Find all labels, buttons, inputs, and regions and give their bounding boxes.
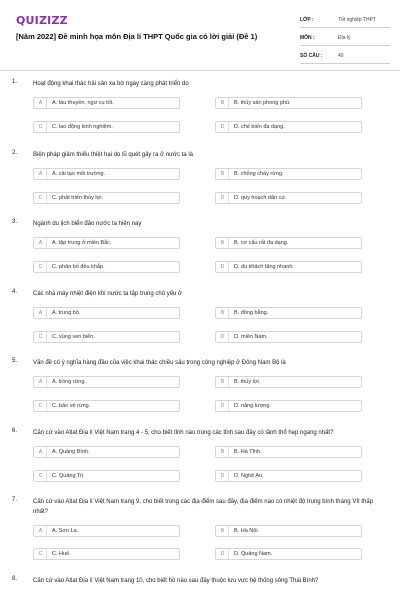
option-text: C. phát triển thủy lợi. — [52, 195, 103, 201]
option-c[interactable] — [33, 470, 180, 482]
option-c[interactable] — [33, 548, 180, 560]
question-number: 5. — [12, 358, 18, 364]
option-text: D. quy hoạch dân cư. — [234, 195, 287, 201]
option-d[interactable] — [215, 121, 362, 133]
meta-value: Tốt nghiệp THPT — [338, 17, 376, 23]
option-text: A. trồng rừng. — [52, 379, 86, 385]
option-letter: A — [35, 238, 47, 248]
meta-row-subject — [300, 31, 390, 46]
worksheet-meta — [300, 13, 390, 67]
option-letter: C — [35, 262, 47, 272]
option-text: C. phân bố đều khắp. — [52, 264, 105, 270]
option-d[interactable] — [215, 470, 362, 482]
option-letter: B — [217, 308, 229, 318]
option-text: A. Sơn La. — [52, 528, 79, 534]
option-text: C. Quảng Trị. — [52, 473, 85, 479]
quizizz-logo: QUIZIZZ — [16, 14, 68, 27]
option-a[interactable] — [33, 97, 180, 109]
option-letter: B — [217, 169, 229, 179]
option-d[interactable] — [215, 261, 362, 273]
option-d[interactable] — [215, 331, 362, 343]
option-a[interactable] — [33, 168, 180, 180]
option-letter: D — [217, 332, 229, 342]
worksheet-header — [0, 0, 400, 68]
option-letter: A — [35, 377, 47, 387]
option-b[interactable] — [215, 97, 362, 109]
option-letter: D — [217, 262, 229, 272]
question-number: 6. — [12, 428, 18, 434]
option-letter: C — [35, 122, 47, 132]
option-c[interactable] — [33, 192, 180, 204]
option-letter: C — [35, 332, 47, 342]
question-number: 1. — [12, 79, 18, 85]
option-text: B. cơ cấu rất đa dạng. — [234, 240, 289, 246]
option-text: A. Quảng Bình. — [52, 449, 90, 455]
meta-key: MÔN : — [300, 35, 315, 41]
option-text: D. chế biến đa dạng. — [234, 124, 285, 130]
question-number: 3. — [12, 219, 18, 225]
option-text: D. du khách tăng nhanh. — [234, 264, 294, 270]
option-b[interactable] — [215, 237, 362, 249]
option-letter: A — [35, 447, 47, 457]
option-a[interactable] — [33, 446, 180, 458]
option-b[interactable] — [215, 376, 362, 388]
option-text: C. bảo vệ rừng. — [52, 403, 91, 409]
question-text: Biện pháp giảm thiểu thiệt hại do lũ quét gây ra ở nước ta là — [33, 152, 193, 158]
option-c[interactable] — [33, 400, 180, 412]
option-a[interactable] — [33, 307, 180, 319]
option-text: C. vùng ven biển. — [52, 334, 95, 340]
question-text: Căn cứ vào Atlat Địa lí Việt Nam trang 9, cho biết trong các địa điểm sau đây, địa điểm nào có nhiệt độ trung bình tháng VII thấp nhất? — [33, 499, 373, 515]
option-letter: C — [35, 471, 47, 481]
question-text: Căn cứ vào Atlat Địa lí Việt Nam trang 4 - 5, cho biết tỉnh nào trong các tỉnh sau đây có lãnh thổ hẹp ngang nhất? — [33, 430, 334, 436]
question-text: Các nhà máy nhiệt điện khí nước ta tập trung chủ yếu ở — [33, 291, 182, 297]
option-text: D. Nghệ An. — [234, 473, 264, 479]
option-letter: B — [217, 98, 229, 108]
worksheet-title: [Năm 2022] Đề minh họa môn Địa lí THPT Quốc gia có lời giải (Đề 1) — [16, 32, 258, 41]
question-number: 2. — [12, 150, 18, 156]
option-b[interactable] — [215, 168, 362, 180]
question-text: Hoạt động khai thác hải sản xa bờ ngày càng phát triển do — [33, 81, 189, 87]
option-letter: A — [35, 526, 47, 536]
option-letter: B — [217, 238, 229, 248]
question-number: 4. — [12, 289, 18, 295]
option-c[interactable] — [33, 261, 180, 273]
option-c[interactable] — [33, 121, 180, 133]
option-letter: D — [217, 122, 229, 132]
option-letter: B — [217, 377, 229, 387]
option-letter: D — [217, 549, 229, 559]
option-text: C. Huế. — [52, 551, 71, 557]
meta-row-class — [300, 13, 390, 28]
option-letter: C — [35, 401, 47, 411]
option-letter: D — [217, 193, 229, 203]
meta-value: 40 — [338, 53, 344, 59]
option-letter: D — [217, 401, 229, 411]
meta-key: LỚP : — [300, 17, 314, 23]
option-text: D. miền Nam. — [234, 334, 268, 340]
option-text: B. đồng bằng. — [234, 310, 269, 316]
option-text: B. chống cháy rừng. — [234, 171, 284, 177]
header-divider — [0, 70, 400, 71]
meta-row-count — [300, 49, 390, 64]
option-d[interactable] — [215, 192, 362, 204]
option-d[interactable] — [215, 400, 362, 412]
option-letter: A — [35, 98, 47, 108]
option-a[interactable] — [33, 237, 180, 249]
question-text: Căn cứ vào Atlat Địa lí Việt Nam trang 10, cho biết hồ nào sau đây thuộc lưu vực hệ thống sông Thái Bình? — [33, 578, 319, 584]
option-text: A. tàu thuyền, ngư cụ tốt. — [52, 100, 114, 106]
option-text: B. thủy sản phong phú. — [234, 100, 291, 106]
option-letter: A — [35, 169, 47, 179]
option-letter: D — [217, 471, 229, 481]
option-text: A. cải tạo môi trường. — [52, 171, 106, 177]
option-letter: C — [35, 193, 47, 203]
option-a[interactable] — [33, 525, 180, 537]
option-letter: A — [35, 308, 47, 318]
option-text: C. lao động kinh nghiệm. — [52, 124, 113, 130]
option-c[interactable] — [33, 331, 180, 343]
option-text: B. thủy lợi. — [234, 379, 261, 385]
option-letter: B — [217, 526, 229, 536]
option-text: D. năng lượng. — [234, 403, 271, 409]
option-a[interactable] — [33, 376, 180, 388]
meta-key: SỐ CÂU : — [300, 53, 323, 59]
question-text: Ngành du lịch biển đảo nước ta hiện nay — [33, 221, 142, 227]
question-number: 8. — [12, 576, 18, 582]
question-text: Vấn đề có ý nghĩa hàng đầu của việc khai thác chiều sâu trong công nghiệp ở Đông Nam Bộ là — [33, 360, 286, 366]
option-text: B. Hà Nội. — [234, 528, 260, 534]
option-text: A. tập trung ở miền Bắc. — [52, 240, 112, 246]
option-b[interactable] — [215, 307, 362, 319]
option-b[interactable] — [215, 525, 362, 537]
option-text: B. Hà Tĩnh. — [234, 449, 262, 455]
question-number: 7. — [12, 497, 18, 503]
option-text: D. Quảng Nam. — [234, 551, 273, 557]
option-d[interactable] — [215, 548, 362, 560]
option-b[interactable] — [215, 446, 362, 458]
meta-value: Địa lý — [338, 35, 351, 41]
option-letter: C — [35, 549, 47, 559]
option-text: A. trung bộ. — [52, 310, 81, 316]
option-letter: B — [217, 447, 229, 457]
